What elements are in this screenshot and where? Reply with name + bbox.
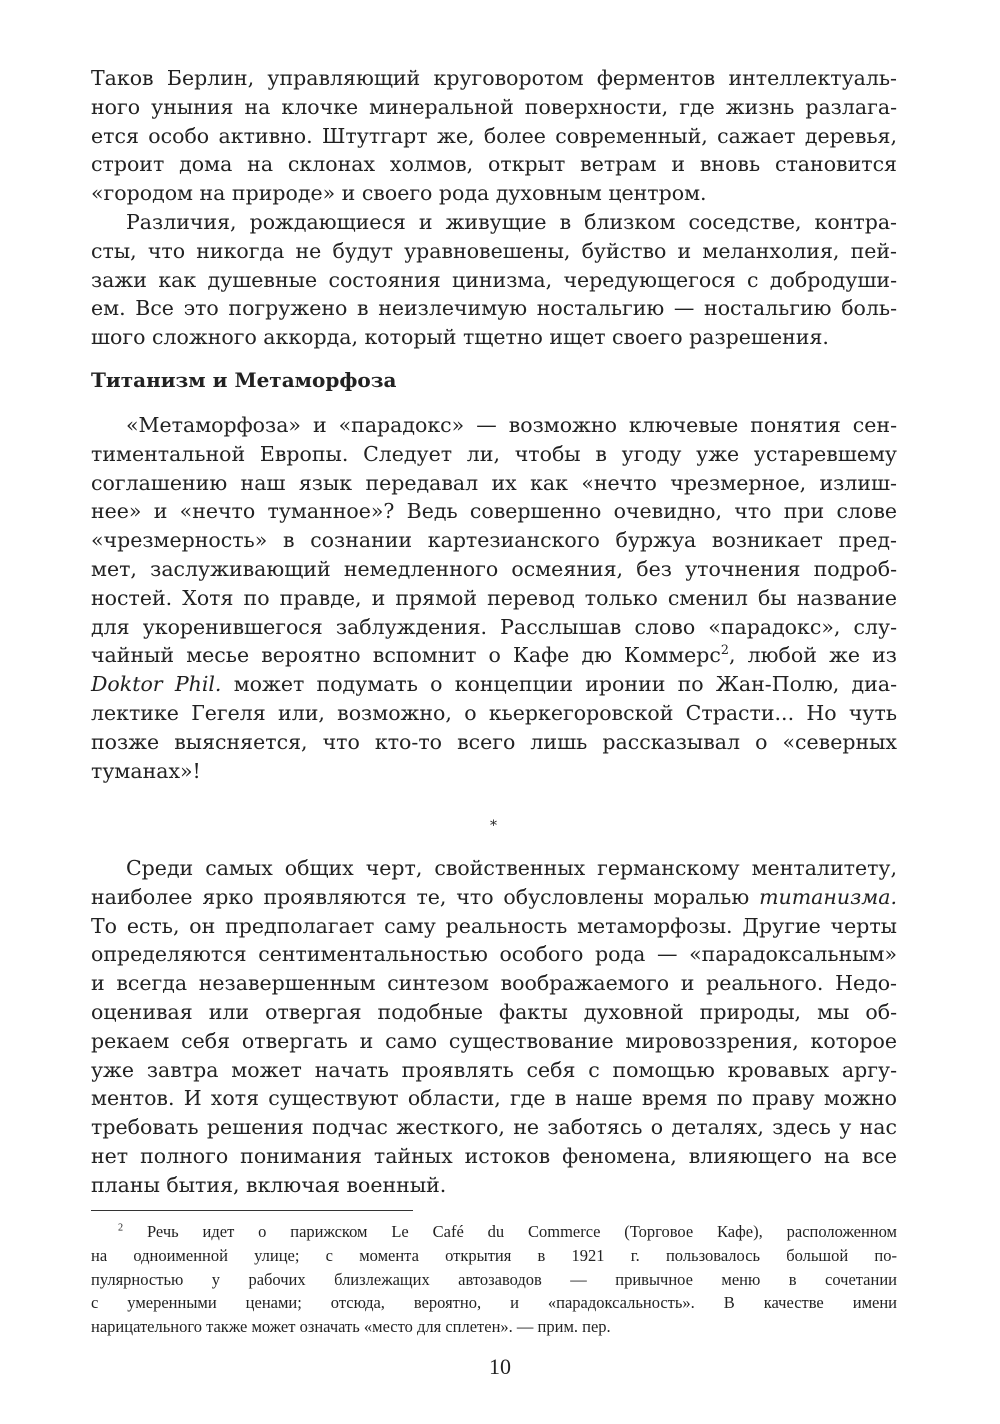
text-line [91,883,897,912]
text-line: ется особо активно. Штутгарт же, более современный, сажает деревья, [91,123,897,148]
text-line [91,670,897,699]
text-line: мет, заслуживающий немедленного осмеяния, без уточнения подроб- [91,556,897,581]
text-line: То есть, он предполагает саму реальность метаморфозы. Другие черты [91,913,897,938]
text-line: уже завтра может начать проявлять себя с помощью кровавых аргу- [91,1057,897,1082]
text-line: требовать решения подчас жесткого, не заботясь о деталях, здесь у нас [91,1115,897,1140]
text-line [91,641,897,670]
text-line: зажи как душевные состояния цинизма, чередующегося с добродуши- [91,267,897,292]
body-text-middle [91,411,897,785]
text-line: тиментальной Европы. Следует ли, чтобы в угоду уже устаревшему [91,441,897,466]
italic-text: титанизма. [759,884,897,909]
text-line: ного уныния на клочке минеральной поверхности, где жизнь разлага- [91,94,897,119]
text-span: , любой же из [729,643,897,668]
paragraph [91,1220,897,1339]
text-line: нее» и «нечто туманное»? Ведь совершенно очевидно, что при слове [91,499,897,524]
footnote-rule [91,1210,413,1211]
text-line: сты, что никогда не будут уравновешены, буйство и меланхолия, пей- [91,238,897,263]
body-text-top [91,64,897,352]
paragraph [91,854,897,1200]
page-number: 10 [489,1354,511,1379]
text-line: «городом на природе» и своего рода духовным центром. [91,181,707,206]
text-line: ностей. Хотя по правде, и прямой перевод только сменил бы название [91,585,897,610]
text-span: может подумать о концепции иронии по Жан-Полю, диа- [221,672,897,697]
paragraph [91,64,897,208]
text-line: нарицательного также может означать «место для сплетен». — прим. пер. [91,1317,611,1337]
text-line: определяются сентиментальностью особого рода — «парадоксальным» [91,942,897,967]
footnote-marker: 2 [720,642,729,658]
text-line: для укоренившегося заблуждения. Расслышав слово «парадокс», слу- [91,614,897,639]
text-line: лектике Гегеля или, возможно, о кьеркегоровской Страсти... Но чуть [91,700,897,725]
text-line: планы бытия, включая военный. [91,1172,447,1197]
text-line: нет полного понимания тайных истоков феномена, влияющего на все [91,1143,897,1168]
text-line: «Метаморфоза» и «парадокс» — возможно ключевые понятия сен- [126,413,897,437]
text-span: чайный месье вероятно вспомнит о Кафе дю Коммерс [91,643,721,668]
section-heading: Титанизм и Метаморфоза [91,368,397,392]
text-line: с умеренными ценами; отсюда, вероятно, и «парадоксальность». В качестве имени [91,1293,897,1313]
section-separator: * [490,818,497,834]
paragraph [91,208,897,352]
text-line: на одноименной улице; с момента открытия в 1921 г. пользовалось большой по- [91,1245,897,1265]
footnote [91,1220,897,1339]
text-line: «чрезмерность» в сознании картезианского буржуа возникает пред- [91,528,897,553]
paragraph [91,411,897,785]
text-line: строит дома на склонах холмов, открыт ветрам и вновь становится [91,152,897,177]
text-line [91,1220,897,1244]
text-line: и всегда незавершенным синтезом воображаемого и реального. Недо- [91,971,897,996]
italic-text: Doktor Phil. [91,672,222,697]
text-line: Различия, рождающиеся и живущие в близком соседстве, контра- [126,209,897,234]
footnote-marker: 2 [118,1222,124,1234]
text-line: позже выясняется, что кто-то всего лишь рассказывал о «северных [91,729,897,754]
text-line: ментов. И хотя существуют области, где в наше время по праву можно [91,1086,897,1111]
text-line: шого сложного аккорда, который тщетно ищет своего разрешения. [91,325,829,350]
text-line: Среди самых общих черт, свойственных германскому менталитету, [126,856,897,880]
text-span: Речь идет о парижском Le Café du Commerce (Торговое Кафе), расположенном [123,1222,897,1241]
text-span: наиболее ярко проявляются те, что обусловлены моралью [91,884,760,909]
text-line: пулярностью у рабочих близлежащих автозаводов — привычное меню в сочетании [91,1269,897,1289]
text-line: туманах»! [91,758,201,783]
text-line: ем. Все это погружено в неизлечимую ностальгию — ностальгию боль- [91,296,897,321]
text-line: рекаем себя отвергать и само существование мировоззрения, которое [91,1028,897,1053]
text-line: соглашению наш язык передавал их как «нечто чрезмерное, излиш- [91,470,897,495]
body-text-bottom [91,854,897,1200]
text-line: Таков Берлин, управляющий круговоротом ферментов интеллектуаль- [91,66,897,90]
text-line: оценивая или отвергая подобные факты духовной природы, мы об- [91,999,897,1024]
